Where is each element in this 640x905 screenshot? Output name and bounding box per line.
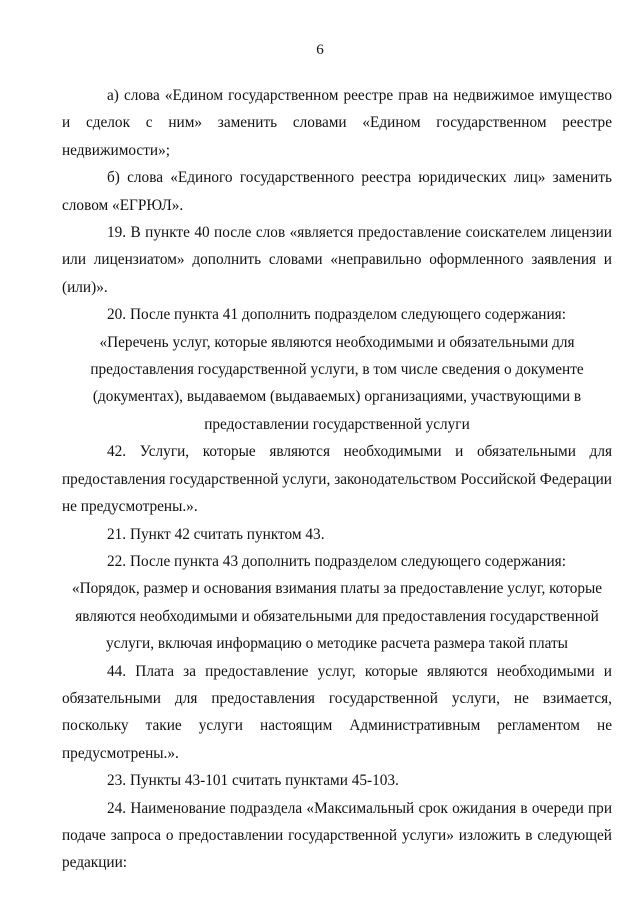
- paragraph-18a: а) слова «Едином государственном реестре прав на недвижимое имущество и сделок с ним» заменить словами «Едином государственном реестре недвижимости»;: [62, 87, 612, 159]
- subsection-heading-services-list: «Перечень услуг, которые являются необходимыми и обязательными для предоставления государственной услуги, в том числе сведения о документе (документах), выдаваемом (выдаваемых) организациями, участвующими в предоставлении государственной услуги: [90, 333, 584, 433]
- page-number: 6: [316, 42, 324, 58]
- paragraph-44: 44. Плата за предоставление услуг, которые являются необходимыми и обязательными для предоставления государственной услуги, не взимается, поскольку такие услуги настоящим Административным регламентом не предусмотрены.».: [62, 662, 612, 762]
- paragraph-23: 23. Пункты 43-101 считать пунктами 45-103.: [107, 772, 399, 790]
- document-body: [62, 82, 612, 877]
- paragraph-20: 20. После пункта 41 дополнить подразделом следующего содержания:: [107, 306, 566, 324]
- paragraph-24: 24. Наименование подраздела «Максимальный срок ожидания в очереди при подаче запроса о предоставлении государственной услуги» изложить в следующей редакции:: [62, 799, 612, 872]
- paragraph-42: 42. Услуги, которые являются необходимыми и обязательными для предоставления государственной услуги, законодательством Российской Федерации не предусмотрены.».: [62, 443, 612, 516]
- subsection-heading-fees: «Порядок, размер и основания взимания платы за предоставление услуг, которые являются необходимыми и обязательными для предоставления государственной услуги, включая информацию о методике расчета размера такой платы: [71, 580, 603, 653]
- paragraph-18b: б) слова «Единого государственного реестра юридических лиц» заменить словом «ЕГРЮЛ».: [62, 169, 612, 214]
- paragraph-22: 22. После пункта 43 дополнить подразделом следующего содержания:: [107, 552, 566, 570]
- paragraph-21: 21. Пункт 42 считать пунктом 43.: [107, 525, 325, 543]
- paragraph-19: 19. В пункте 40 после слов «является предоставление соискателем лицензии или лицензиатом» дополнить словами «неправильно оформленного заявления и (или)».: [62, 224, 612, 296]
